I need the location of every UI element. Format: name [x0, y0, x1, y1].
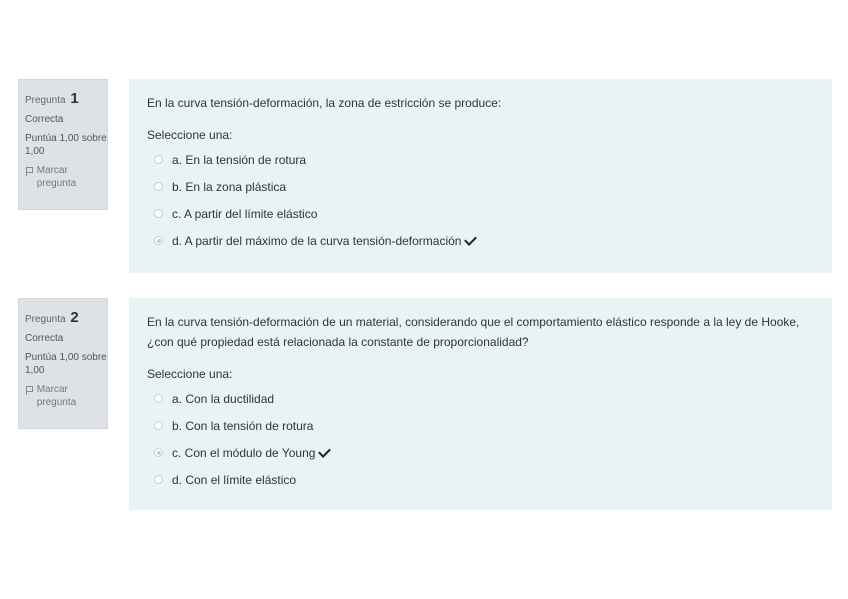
- answer-option-label: c. A partir del límite elástico: [172, 206, 318, 221]
- question-label: Pregunta: [25, 314, 66, 325]
- question-info-2: [18, 298, 108, 429]
- answer-option-d[interactable]: [147, 227, 814, 254]
- radio-button[interactable]: [154, 155, 163, 164]
- question-content-2: [129, 298, 832, 510]
- question-number-line: [25, 90, 107, 109]
- question-number: 2: [70, 309, 79, 326]
- question-number: 1: [70, 90, 79, 107]
- answer-options: [147, 385, 814, 493]
- radio-button[interactable]: [154, 475, 163, 484]
- answer-option-b[interactable]: [147, 173, 814, 200]
- answer-option-label: a. Con la ductilidad: [172, 391, 275, 406]
- answer-option-a[interactable]: [147, 385, 814, 412]
- radio-button[interactable]: [154, 421, 163, 430]
- question-number-line: [25, 309, 107, 328]
- question-label: Pregunta: [25, 95, 66, 106]
- question-info-1: [18, 79, 108, 210]
- answer-options: [147, 146, 814, 254]
- answer-option-label: d. A partir del máximo de la curva tensión-deformación: [172, 233, 462, 248]
- correct-check-icon: [319, 445, 332, 458]
- radio-button[interactable]: [154, 209, 163, 218]
- question-text: En la curva tensión-deformación de un material, considerando que el comportamiento elástico responde a la ley de Hooke, ¿con qué propiedad está relacionada la constante de proporcionalidad?: [147, 315, 800, 349]
- flag-question-label: Marcar pregunta: [36, 165, 77, 189]
- radio-button[interactable]: [154, 182, 163, 191]
- question-state: Correcta: [25, 113, 64, 125]
- flag-question-label: Marcar pregunta: [36, 384, 77, 408]
- answer-option-label: b. Con la tensión de rotura: [172, 418, 314, 433]
- flag-icon: [26, 167, 33, 175]
- answer-option-label: d. Con el límite elástico: [172, 472, 297, 487]
- question-text: En la curva tensión-deformación, la zona de estricción se produce:: [147, 96, 502, 110]
- flag-icon: [26, 386, 33, 394]
- radio-button[interactable]: [154, 394, 163, 403]
- flag-question-link[interactable]: [25, 165, 107, 190]
- answer-option-label: b. En la zona plástica: [172, 179, 287, 194]
- answer-prompt: Seleccione una:: [147, 128, 233, 142]
- answer-option-c[interactable]: [147, 200, 814, 227]
- question-state: Correcta: [25, 332, 64, 344]
- answer-option-c[interactable]: [147, 439, 814, 466]
- question-grade: Puntúa 1,00 sobre 1,00: [25, 133, 107, 157]
- question-grade: Puntúa 1,00 sobre 1,00: [25, 352, 107, 376]
- question-content-1: [129, 79, 832, 273]
- answer-option-label: c. Con el módulo de Young: [172, 445, 316, 460]
- answer-option-label: a. En la tensión de rotura: [172, 152, 307, 167]
- answer-prompt: Seleccione una:: [147, 367, 233, 381]
- radio-button-checked[interactable]: [154, 236, 163, 245]
- radio-button-checked[interactable]: [154, 448, 163, 457]
- flag-question-link[interactable]: [25, 384, 107, 409]
- answer-option-d[interactable]: [147, 466, 814, 493]
- answer-option-b[interactable]: [147, 412, 814, 439]
- correct-check-icon: [465, 233, 478, 246]
- answer-option-a[interactable]: [147, 146, 814, 173]
